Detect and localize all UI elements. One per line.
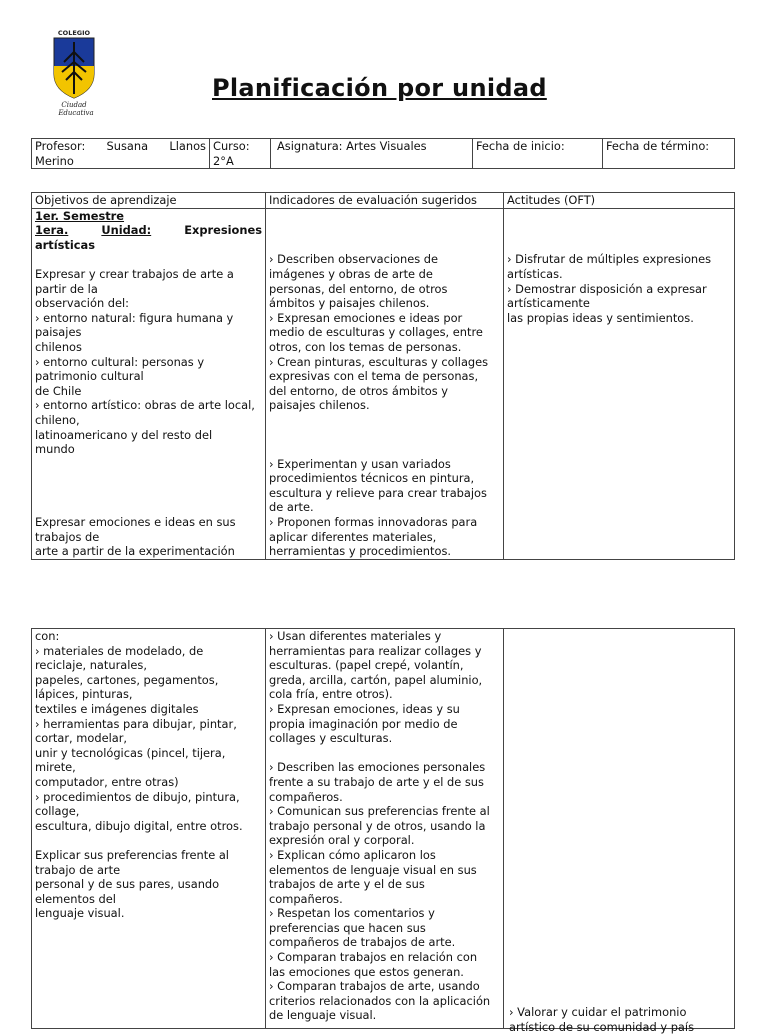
- page-title: Planificación por unidad: [212, 74, 547, 102]
- actitudes-patrimonio: › Valorar y cuidar el patrimonio artístico de su comunidad y país: [509, 1005, 695, 1034]
- curso-label: Curso:: [213, 139, 250, 153]
- indicadores-1: › Describen observaciones de imágenes y obras de arte de personas, del entorno, de otros ámbitos y paisajes chilenos. › Expresan emociones e ideas por medio de esculturas y collages, entre otros, con los temas de personas. › Crean pinturas, esculturas y collages expresivas con el tema de personas, del entorno, de otros ámbitos y paisajes chilenos.: [269, 252, 489, 413]
- curso-cell: [210, 139, 271, 169]
- profesor-last: Llanos: [169, 139, 206, 153]
- objetivos-cont-cell: [32, 629, 266, 1029]
- unidad-d: artísticas: [35, 237, 96, 252]
- planning-table-continued: [31, 628, 735, 1034]
- planning-table: [31, 192, 735, 560]
- objetivo-2: Expresar emociones e ideas en sus trabajos de arte a partir de la experimentación: [35, 515, 236, 559]
- actitudes-cell: [504, 208, 735, 559]
- logo-script-1: Ciudad: [61, 101, 87, 109]
- objetivo-preferencias: Explicar sus preferencias frente al trabajo de arte personal y de sus pares, usando elementos del lenguaje visual.: [35, 847, 229, 921]
- objetivos-cell: [32, 208, 266, 559]
- actitudes-1: › Disfrutar de múltiples expresiones artísticas. › Demostrar disposición a expresar artísticamente las propias ideas y sentimientos.: [507, 252, 712, 325]
- semestre-label: 1er. Semestre: [35, 208, 125, 223]
- col-header-objetivos: Objetivos de aprendizaje: [32, 193, 266, 209]
- col-header-actitudes: Actitudes (OFT): [504, 193, 735, 209]
- indicadores-materiales: › Usan diferentes materiales y herramientas para realizar collages y esculturas. (papel crepé, volantín, greda, arcilla, cartón, papel aluminio, cola fría, entre otros). › Expresan emociones, ideas y su propia imaginación por medio de collages y esculturas.: [269, 629, 483, 746]
- asignatura-cell: Asignatura: Artes Visuales: [271, 139, 473, 169]
- indicadores-2: › Experimentan y usan variados procedimientos técnicos en pintura, escultura y relieve para crear trabajos de arte. › Proponen formas innovadoras para aplicar diferentes materiales, herramientas y procedimientos.: [269, 456, 487, 559]
- actitudes-cont-cell: [504, 629, 735, 1034]
- curso-value: 2°A: [213, 153, 234, 168]
- header-table: [31, 138, 735, 169]
- indicadores-cont-cell: [266, 629, 504, 1029]
- logo-script-2: Educativa: [58, 109, 94, 116]
- objetivo-1: Expresar y crear trabajos de arte a partir de la observación del: › entorno natural: figura humana y paisajes chilenos › entorno cultural: personas y patrimonio cultural de Chile › entorno artístico: obras de arte local, chileno, latinoamericano y del resto del mundo: [35, 266, 255, 457]
- col-header-indicadores: Indicadores de evaluación sugeridos: [266, 193, 504, 209]
- fecha-inicio-cell: Fecha de inicio:: [473, 139, 603, 169]
- unidad-line: [35, 223, 262, 238]
- indicadores-preferencias: › Describen las emociones personales frente a su trabajo de arte y el de sus compañeros. › Comunican sus preferencias frente al trabajo personal y de otros, usando la expresión oral y corporal. › Explican cómo aplicaron los elementos de lenguaje visual en sus trabajos de arte y el de sus compañeros. › Respetan los comentarios y preferencias que hacen sus compañeros de trabajos de arte. › Comparan trabajos en relación con las emociones que estos generan. › Comparan trabajos de arte, usando criterios relacionados con la aplicación de lenguaje visual.: [269, 760, 491, 1023]
- unidad-c: Expresiones: [184, 223, 262, 238]
- profesor-label: Profesor:: [35, 139, 86, 153]
- profesor-last2: Merino: [35, 153, 74, 168]
- unidad-b: Unidad:: [101, 223, 152, 238]
- indicadores-cell: [266, 208, 504, 559]
- unidad-a: 1era.: [35, 223, 69, 238]
- objetivo-materiales: con: › materiales de modelado, de reciclaje, naturales, papeles, cartones, pegamentos, lápices, pinturas, textiles e imágenes digitales › herramientas para dibujar, pintar, cortar, modelar, unir y tecnológicas (pincel, tijera, mirete, computador, entre otras) › procedimientos de dibujo, pintura, collage, escultura, dibujo digital, entre otros.: [35, 629, 243, 833]
- profesor-cell: [32, 139, 210, 169]
- school-logo: [50, 28, 98, 116]
- profesor-first: Susana: [106, 139, 149, 153]
- logo-top-text: COLEGIO: [57, 29, 91, 37]
- fecha-termino-cell: Fecha de término:: [603, 139, 735, 169]
